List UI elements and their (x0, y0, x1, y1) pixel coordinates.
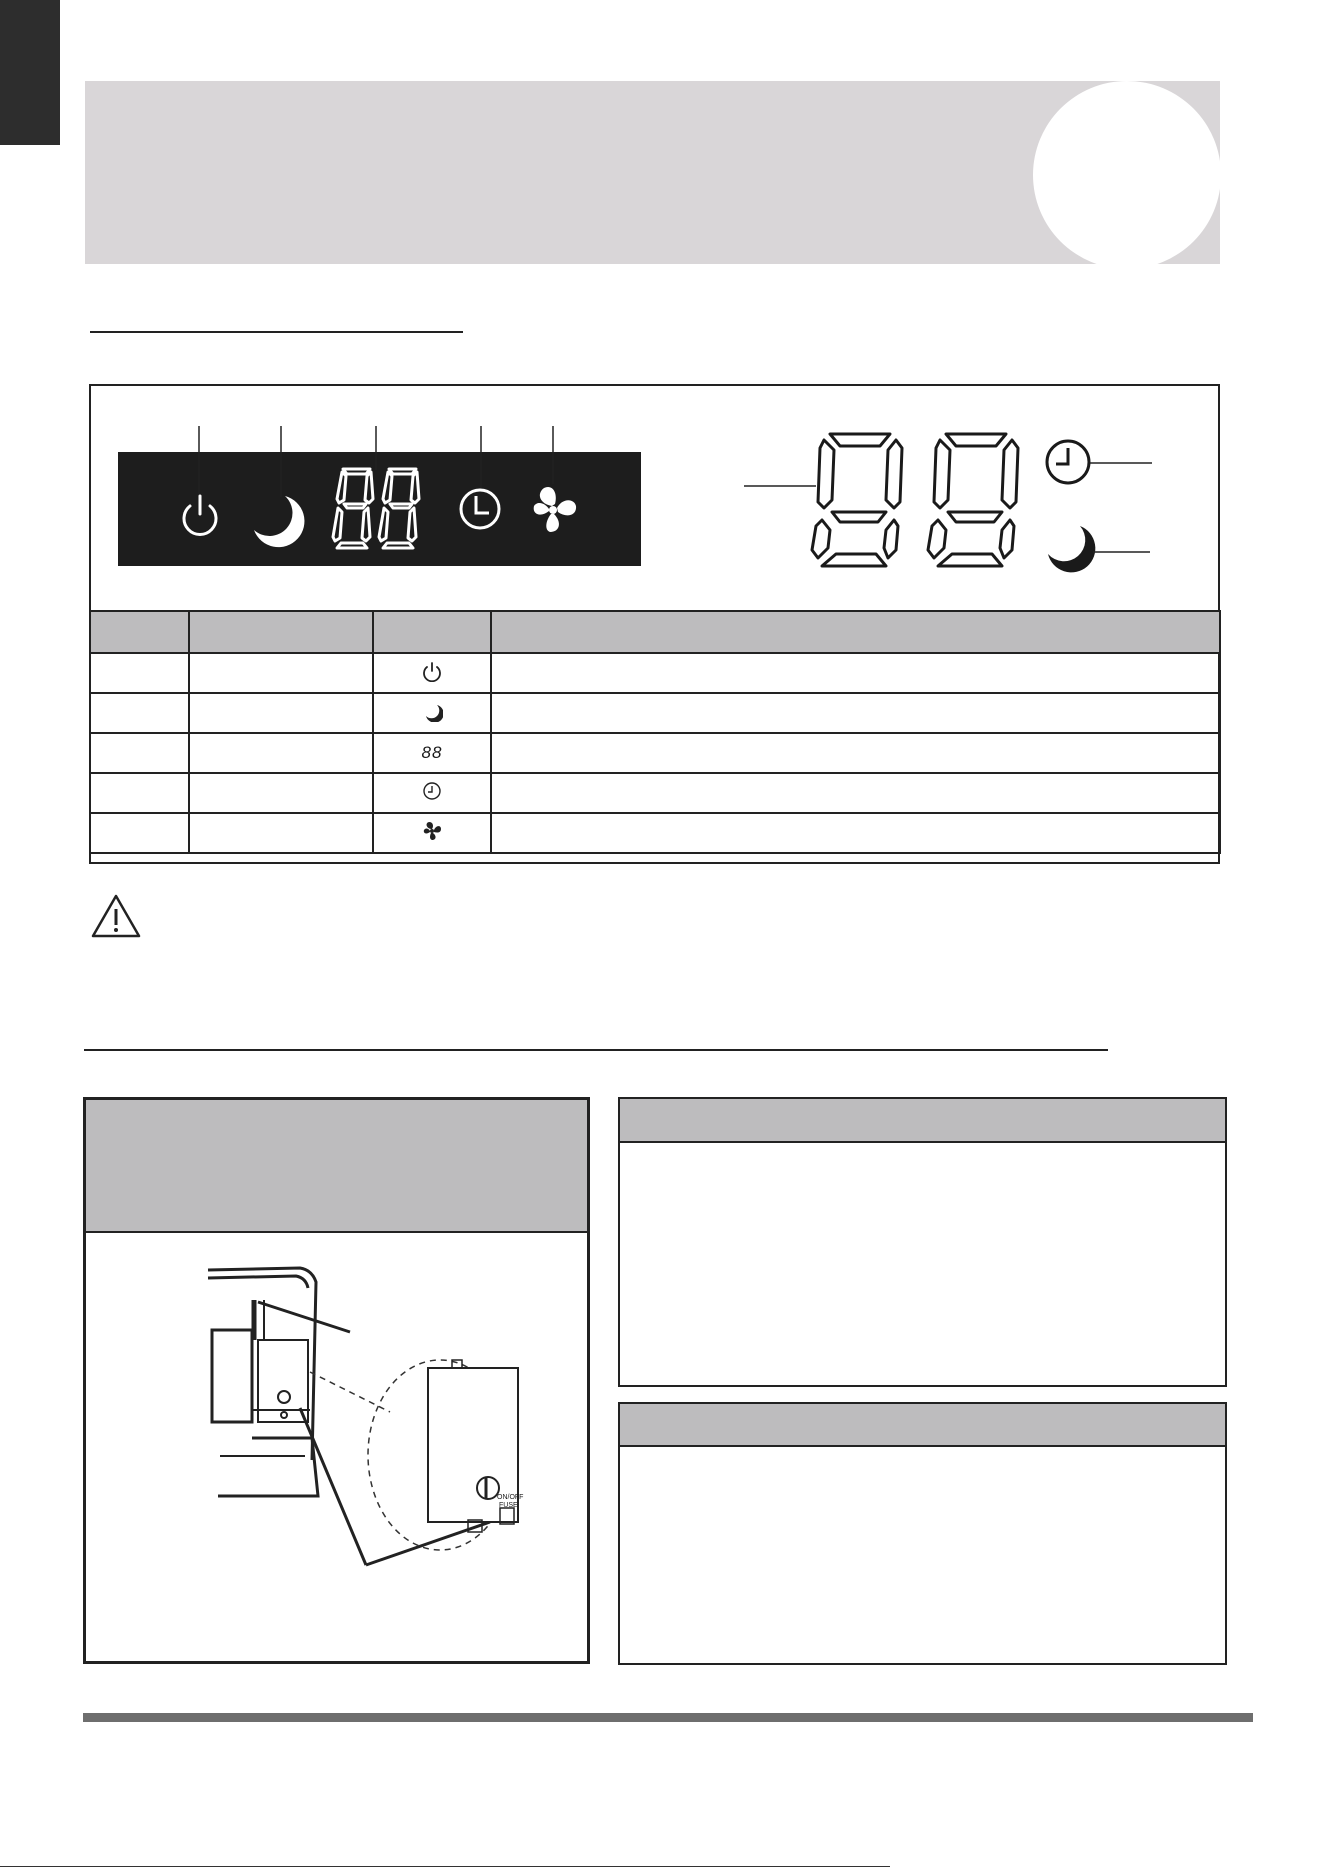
large-digital-display (812, 434, 1018, 566)
table-row (90, 773, 1220, 813)
table-row (90, 653, 1220, 693)
indoor-unit-illustration (200, 1260, 580, 1580)
digital-display-icon (333, 469, 419, 548)
sleep-moon-icon (254, 496, 304, 547)
fan-icon (421, 820, 443, 842)
warning-icon (90, 893, 142, 939)
sleep-indicator-icon (1048, 526, 1095, 572)
emergency-switch-box-header (86, 1100, 587, 1233)
column-header-icon (373, 611, 491, 653)
power-icon (184, 496, 216, 534)
magnified-view (310, 1360, 518, 1550)
timer-clock-icon (421, 780, 443, 802)
info-box-bottom-header (620, 1404, 1225, 1447)
info-box-top-header (620, 1099, 1225, 1143)
table-row (90, 693, 1220, 733)
digital-display-symbol: 88 (421, 743, 443, 762)
page-bottom-rule (0, 1866, 890, 1867)
footer-bar (83, 1713, 1253, 1722)
switch-label-fuse: FUSE (499, 1502, 518, 1509)
column-header-name (189, 611, 373, 653)
table-row (90, 733, 1220, 773)
timer-clock-icon (461, 490, 499, 528)
timer-indicator-icon (1047, 441, 1089, 483)
table-row (90, 813, 1220, 853)
column-header-no (90, 611, 189, 653)
section-heading-rule-2 (84, 1049, 1108, 1051)
sleep-moon-icon (421, 700, 443, 722)
indicator-table (89, 610, 1221, 854)
table-header-row (90, 611, 1220, 653)
callout-lines (199, 426, 553, 497)
column-header-description (491, 611, 1220, 653)
power-icon (421, 660, 443, 682)
switch-label-on-off: ON/OFF (497, 1494, 524, 1501)
fan-icon (534, 487, 576, 532)
